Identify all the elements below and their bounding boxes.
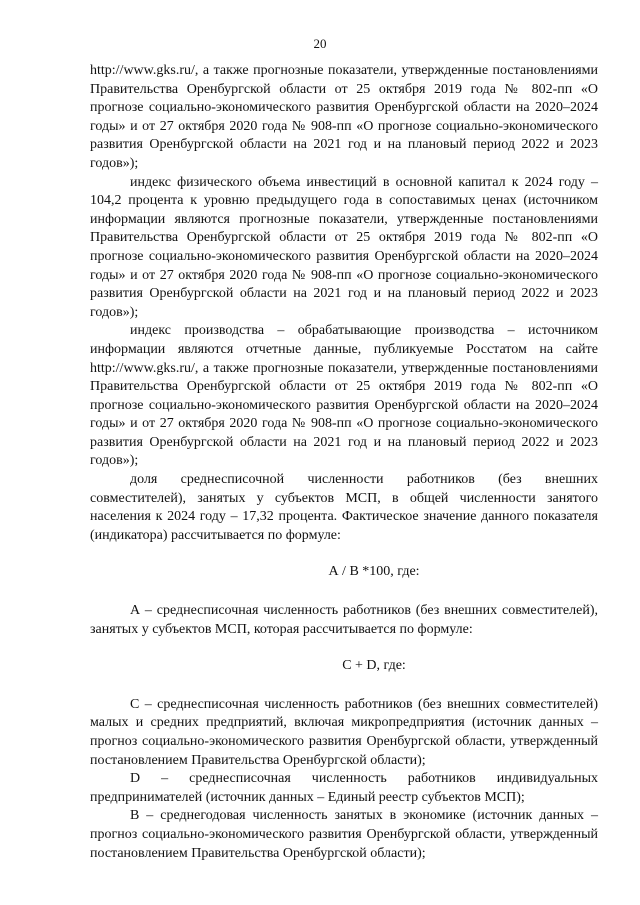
definition-d: D – среднесписочная численность работников индивидуальных предпринимателей (источник данных – Единый реестр субъектов МСП); [90,771,598,805]
formula-sum: С + D, где: [342,658,406,674]
document-body [90,62,598,863]
paragraph-investment-index: индекс физического объема инвестиций в основной капитал к 2024 году – 104,2 процента к уровню предыдущего года в сопоставимых ценах (источником информации являются прогнозные показатели, утвержденные постановлениями Правительства Оренбургской области от 25 октября 2019 года № 802-пп «О прогнозе социально-экономического развития Оренбургской области на 2020–2024 годы» и от 27 октября 2020 года № 908-пп «О прогнозе социально-экономического развития Оренбургской области на 2021 год и на плановый период 2022 и 2023 годов»); [90,174,598,320]
definition-a: А – среднесписочная численность работников (без внешних совместителей), занятых у субъектов МСП, которая рассчитывается по формуле: [90,603,598,637]
definition-c: С – среднесписочная численность работников (без внешних совместителей) малых и средних предприятий, включая микропредприятия (источник данных – прогноз социально-экономического развития Оренбургской области, утвержденный постановлением Правительства Оренбургской области); [90,696,598,768]
paragraph-gks-source: http://www.gks.ru/, а также прогнозные показатели, утвержденные постановлениями Правительства Оренбургской области от 25 октября 2019 года № 802-пп «О прогнозе социально-экономического развития Оренбургской области на 2020–2024 годы» и от 27 октября 2020 года № 908-пп «О прогнозе социально-экономического развития Оренбургской области на 2021 год и на плановый период 2022 и 2023 годов»); [90,63,598,171]
definition-b: В – среднегодовая численность занятых в экономике (источник данных – прогноз социально-экономического развития Оренбургской области, утвержденный постановлением Правительства Оренбургской области); [90,808,598,861]
formula-share: А / В *100, где: [328,564,420,580]
paragraph-msp-employment-share: доля среднесписочной численности работников (без внешних совместителей), занятых у субъектов МСП, в общей численности занятого населения к 2024 году – 17,32 процента. Фактическое значение данного показателя (индикатора) рассчитывается по формуле: [90,472,598,543]
page-number: 20 [313,36,327,51]
paragraph-production-index: индекс производства – обрабатывающие производства – источником информации являются отчетные данные, публикуемые Росстатом на сайте http://www.gks.ru/, а также прогнозные показатели, утвержденные постановлениями Правительства Оренбургской области от 25 октября 2019 года № 802-пп «О прогнозе социально-экономического развития Оренбургской области на 2020–2024 годы» и от 27 октября 2020 года № 908-пп «О прогнозе социально-экономического развития Оренбургской области на 2021 год и на плановый период 2022 и 2023 годов»); [90,323,598,469]
